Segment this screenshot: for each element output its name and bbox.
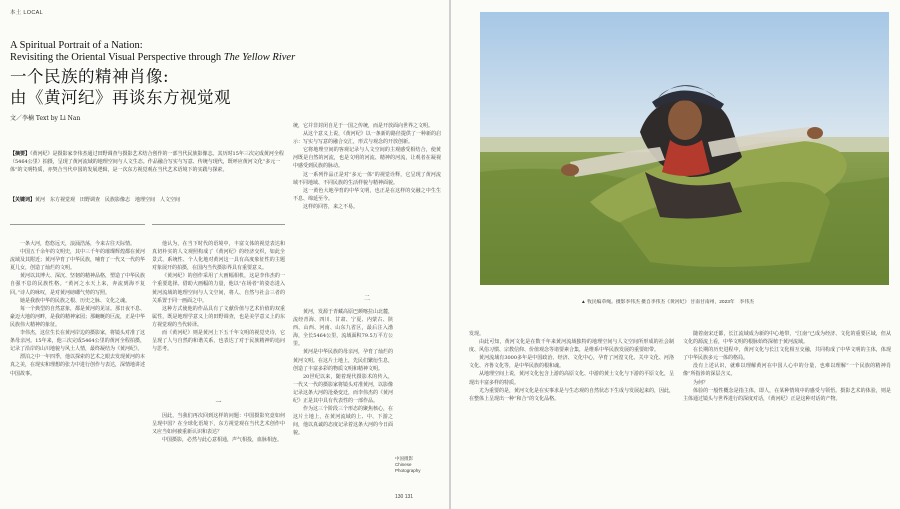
paragraph: 在长期的历史进程中，黄河文化与长江文化相互交融，共同构成了中华文明的主体，体现了中华民族多元一体的格局。	[683, 347, 891, 362]
paragraph: 中国五千余年的文明史，其中三千年的璀璨辉煌都在黄河流域及其附近；黄河孕育了中华民族，哺育了一代又一代的华夏儿女，创造了灿烂的文明。	[10, 249, 146, 272]
paragraph: 由此可知，黄河文化是在数千年来黄河流域独特的地理空间与人文空间所形成的社会制度、风俗习惯、宗教信仰、价值观念等诸要素合集，是维系中华民族发展的重要纽带。	[469, 339, 674, 354]
paragraph: 而《黄河纪》则是黄河上下五千年文明的视觉史诗，它呈现了人与自然的和谐关系，也表达了对于民族精神的追问与思考。	[152, 330, 285, 353]
paragraph: 从这个意义上说，《黄河纪》以一条新的路径提供了一种新的启示：写实与写意的融合交汇，形式与观念的开放创新。	[293, 131, 441, 146]
paragraph: 漂泊之中一年四季，他以探索的艺术之眼去发现黄河的本真之美，在现实和理想的张力中进行创作与表达，深情地讲述中国故事。	[10, 354, 146, 377]
sidenote-line: Chinese	[395, 462, 412, 467]
body-column-2-lower	[152, 412, 285, 497]
herder-portrait-image	[480, 12, 889, 285]
body-column-3	[293, 122, 441, 284]
english-title	[10, 40, 310, 64]
byline: 文／李楠 Text by Li Nan	[10, 115, 81, 122]
keywords-label: 【关键词】	[10, 197, 36, 203]
abstract-text: 《黄河纪》是摄影家李伟杰通过田野调查与摄影艺术结合创作的一部当代民族影像志。其历时15年三次完成黄河全程（5464公里）拍摄，呈现了黄河流域的地理空间与人文生态。作品融合写实与写意、传统与现代，既呼应黄河文化“多元一体”的文明特质，亦契合当代中国的发展逻辑，是一次东方视觉观在当代艺术语境下的实践与探索。	[10, 151, 284, 173]
left-page	[0, 0, 449, 509]
chinese-title-line2: 由《黄河纪》再谈东方视觉观	[10, 88, 231, 107]
section-heading	[293, 292, 441, 302]
page-number: 130 131	[395, 494, 414, 500]
section-heading	[152, 396, 285, 406]
paragraph: 随着南宋迁都，长江流域成为新的中心地带，“江南”已成为经济、文化的重要区域，但从文化的源流上看，中华文明的根脉始终深植于黄河流域。	[683, 331, 891, 346]
paragraph: 这种方式使他的作品具有了文献价值与艺术价值的双重属性，既是地理学意义上的田野调查，也是美学意义上的东方视觉观的当代转译。	[152, 305, 285, 328]
abstract	[10, 150, 285, 174]
paragraph: 李伟杰，这位生长在黄河岸边的摄影家，将镜头对准了这条母亲河。15年来，他三次完成5464公里的黄河全程拍摄，记录了沿岸的山川地貌与风土人情，最终凝结为《黄河纪》。	[10, 330, 146, 353]
paragraph: 统，它并非封闭自足于一国之传统，而是开放面向世界之文明。	[293, 123, 434, 129]
paragraph: 每一个典型的自然意象，都是黄河的见证。那日夜不息、豪迈大地的河畔，是我的精神家园；那蜿蜒的巨流，正是中华民族伟大精神的象征。	[10, 305, 146, 328]
chinese-title	[10, 66, 310, 108]
paragraph: 黄河以其博大、深沉、坚韧的精神品格，塑造了中华民族自强不息的民族性格。“黄河之水天上来，奔流到海不复回。”诗人的咏叹，是对黄河磅礴气势的写照。	[10, 273, 146, 296]
paragraph: 发现。	[469, 331, 485, 337]
section-number: 一	[215, 399, 222, 406]
divider	[10, 224, 145, 225]
paragraph: 她是我族中华的民族之根、历史之脉、文化之魂。	[20, 297, 131, 304]
paragraph: 因此，当我们再次回到这样的问题：中国摄影究竟如何呈现中国？在全球化语境下，东方视觉观在当代艺术创作中又应当如何被重新认识和表达？	[152, 413, 285, 436]
paragraph: 从地理空间上说，黄河文化包含上游的高原文化、中游的黄土文化与下游的平原文化，呈现出丰富多样的特质。	[469, 371, 675, 386]
body-column-2	[152, 240, 285, 390]
body-column-3-lower	[293, 308, 393, 498]
paragraph: 这样的回答，来之不易。	[303, 203, 359, 210]
keywords	[10, 196, 285, 204]
paragraph: 他认为，在当下时代的语境中，丰富文体的视觉表达和真切朴实的人文观照构成了《黄河纪》的经济交织，如此全景式、系统性、个人化地对黄河这一具有高度象征性的主题对象展开的拍摄，在国内当代摄影界具有重要意义。	[152, 241, 285, 272]
paragraph: 《黄河纪》的创作采用了大画幅相机，这是李伟杰的一个重要选择。借助大画幅的力量，他以“在场者”的姿态进入黄河流域的地理空间与人文空间，将人、自然与社会三者的关系置于同一画面之中。	[152, 273, 285, 304]
keywords-text: 黄河 东方视觉观 田野调查 民族影像志 地理空间 人文空间	[35, 197, 181, 203]
body-column-1	[10, 240, 145, 495]
paragraph: 为何？	[693, 379, 709, 386]
english-title-line2	[10, 52, 310, 64]
paragraph: 它将地理空间的客观记录与人文空间的主观感受相结合，使黄河既是自然的河流，也是文明的河流、精神的河流，让观者在凝视中感受到民族的脉动。	[293, 147, 441, 170]
body-column-5	[683, 330, 891, 500]
english-title-prefix: Revisiting the Oriental Visual Perspective through	[10, 52, 222, 63]
section-number: 二	[363, 295, 370, 302]
publication-sidenote	[395, 456, 441, 474]
featured-photograph	[480, 12, 889, 285]
divider	[152, 224, 285, 225]
english-title-italic: The Yellow River	[223, 52, 296, 63]
paragraph: 没有上述认识，就难以理解黄河在中国人心中的分量，也难以理解“一个民族的精神肖像”所指涉的深层含义。	[683, 363, 891, 378]
chinese-title-line1: 一个民族的精神肖像:	[10, 67, 170, 86]
paragraph: 作为这三个阶段三个形态的聚焦核心，在这片土地上，在黄河流域的上、中、下游之间，他以真诚的态度记录着这条大河的今日面貌。	[293, 406, 394, 437]
english-title-line1: A Spiritual Portrait of a Nation:	[10, 40, 143, 51]
paragraph: 黄河，发源于青藏高原巴颜喀拉山北麓，流经青海、四川、甘肃、宁夏、内蒙古、陕西、山西、河南、山东九省区，最后注入渤海，全长5464公里，流域面积79.5万平方公里。	[293, 309, 394, 348]
sidenote-line: Photography	[395, 468, 421, 473]
paragraph: 尤为重要的是，黄河文化是在实事求是与生态观的自然状态下生成与发展起来的，因此，在整体上呈现出一种“和合”的文化品格。	[469, 387, 675, 402]
section-header: 本土 LOCAL	[10, 10, 43, 16]
paragraph: 一条大河，悠悠远天，浪涌浩荡，今来古往天际情。	[20, 241, 136, 247]
right-page	[451, 0, 900, 509]
paragraph: 20世纪以来，随着现代摄影术的传入，一代又一代的摄影家将镜头对准黄河，以影像记录这条大河的沧桑变迁，而李伟杰的《黄河纪》正是其中具有代表性的一部作品。	[293, 373, 394, 405]
paragraph: 黄河流域有3000多年是中国政治、经济、文化中心，孕育了河湟文化、关中文化、河洛文化、齐鲁文化等，是中华民族的根和魂。	[469, 355, 674, 370]
paragraph: 体验的一般性概念是指主体，即人，在某种情境中的感受与领悟。摄影艺术的体验，则是主体通过镜头与世界进行的深度对话，《黄河纪》正是这种对话的产物。	[683, 387, 891, 402]
body-column-4	[469, 330, 674, 500]
paragraph: 黄河是中华民族的母亲河，孕育了灿烂的黄河文明。在这片土地上，先民们繁衍生息，创造了丰富多彩的物质文明和精神文明。	[293, 349, 394, 372]
paragraph: 这一黄色大地孕育的中华文明，也正是在这样的交融之中生生不息、绵延至今。	[293, 187, 441, 202]
abstract-label: 【摘要】	[10, 151, 31, 157]
sidenote-line: 中国摄影	[395, 456, 413, 461]
photo-caption: ▲ 牧民编草绳。摄影李伟杰 摄自李伟杰《黄河纪》 甘南甘南州，2023年 李伟杰	[581, 300, 754, 305]
paragraph: 中国摄影，必然与此心意相通，声气相投，血脉相连。	[162, 437, 283, 444]
paragraph: 这一系列作品正是对“多元一体”的视觉诠释，它呈现了黄河流域不同地域、不同民族的生活样貌与精神面貌。	[293, 171, 441, 186]
